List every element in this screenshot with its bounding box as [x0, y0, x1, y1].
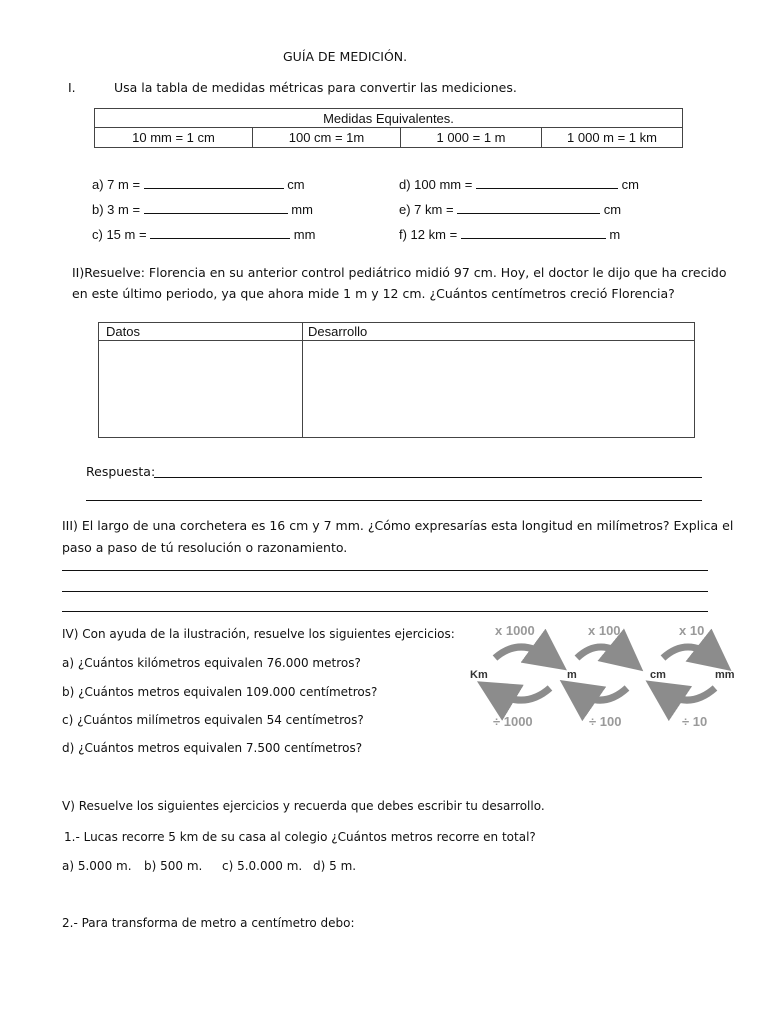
desarrollo-input-area[interactable]: [303, 341, 693, 437]
section-3-answer-line[interactable]: [62, 591, 708, 592]
answer-line[interactable]: [476, 177, 618, 189]
section-3-answer-line[interactable]: [62, 611, 708, 612]
equivalence-cell: 10 mm = 1 cm: [95, 128, 253, 148]
unit-label: mm: [715, 669, 735, 681]
answer-line[interactable]: [144, 177, 284, 189]
page-title: GUÍA DE MEDICIÓN.: [283, 49, 408, 64]
section-2-text-line-1: II)Resuelve: Florencia en su anterior control pediátrico midió 97 cm. Hoy, el doctor le dijo que ha crecido: [72, 265, 727, 280]
exercise-unit: cm: [621, 177, 639, 192]
section-5-intro: V) Resuelve los siguientes ejercicios y recuerda que debes escribir tu desarrollo.: [62, 799, 545, 813]
exercise-label: d) 100 mm =: [399, 177, 473, 192]
answer-line[interactable]: [144, 202, 288, 214]
section-2-text-line-2: en este último periodo, ya que ahora mide 1 m y 12 cm. ¿Cuántos centímetros creció Florencia?: [72, 286, 675, 301]
respuesta-line[interactable]: [154, 477, 702, 478]
exercise-b: [92, 202, 313, 217]
unit-label: Km: [470, 669, 488, 681]
unit-label: m: [567, 669, 577, 681]
exercise-label: e) 7 km =: [399, 202, 454, 217]
conversion-diagram: [465, 616, 750, 736]
arrow-right-icon: [577, 647, 627, 658]
multiplier-label: x 1000: [495, 623, 535, 638]
equivalences-table: [94, 108, 683, 148]
section-1-instruction: Usa la tabla de medidas métricas para convertir las mediciones.: [114, 80, 517, 95]
divisor-label: ÷ 1000: [493, 714, 533, 729]
arrow-left-icon: [663, 688, 715, 700]
section-5-question-2: 2.- Para transforma de metro a centímetro debo:: [62, 916, 355, 930]
arrow-left-icon: [577, 688, 627, 700]
unit-label: cm: [650, 669, 666, 681]
arrow-left-icon: [495, 688, 550, 700]
exercise-c: [92, 227, 315, 242]
desarrollo-header: Desarrollo: [308, 324, 368, 339]
exercise-d: [399, 177, 639, 192]
exercise-label: a) 7 m =: [92, 177, 141, 192]
section-3-text-line-2: paso a paso de tú resolución o razonamiento.: [62, 540, 348, 555]
section-4-intro: IV) Con ayuda de la ilustración, resuelve los siguientes ejercicios:: [62, 627, 455, 641]
exercise-a: [92, 177, 305, 192]
divisor-label: ÷ 100: [589, 714, 622, 729]
q1-option-d[interactable]: d) 5 m.: [313, 859, 357, 873]
arrow-right-icon: [663, 647, 715, 658]
exercise-unit: m: [609, 227, 621, 242]
answer-line[interactable]: [150, 227, 290, 239]
exercise-unit: cm: [603, 202, 622, 217]
q1-option-c[interactable]: c) 5.0.000 m.: [222, 859, 303, 873]
q1-option-a[interactable]: a) 5.000 m.: [62, 859, 132, 873]
exercise-f: [399, 227, 620, 242]
arrow-right-icon: [495, 647, 550, 658]
section-4-question-a: a) ¿Cuántos kilómetros equivalen 76.000 metros?: [62, 656, 361, 670]
exercise-label: f) 12 km =: [399, 227, 458, 242]
answer-line[interactable]: [457, 202, 600, 214]
datos-header: Datos: [106, 324, 140, 339]
section-3-text-line-1: III) El largo de una corchetera es 16 cm y 7 mm. ¿Cómo expresarías esta longitud en milímetros? Explica el: [62, 518, 734, 533]
section-4-question-c: c) ¿Cuántos milímetros equivalen 54 centímetros?: [62, 713, 364, 727]
section-3-answer-line[interactable]: [62, 570, 708, 571]
section-1-number: I.: [68, 80, 76, 95]
exercise-label: b) 3 m =: [92, 202, 141, 217]
equivalence-cell: 100 cm = 1m: [253, 128, 401, 148]
equivalences-table-header: Medidas Equivalentes.: [95, 109, 683, 128]
multiplier-label: x 100: [588, 623, 621, 638]
datos-input-area[interactable]: [99, 341, 301, 437]
equivalence-cell: 1 000 = 1 m: [401, 128, 542, 148]
exercise-label: c) 15 m =: [92, 227, 147, 242]
respuesta-label: Respuesta:: [86, 464, 156, 479]
section-4-question-d: d) ¿Cuántos metros equivalen 7.500 centímetros?: [62, 741, 363, 755]
exercise-unit: mm: [293, 227, 316, 242]
section-4-question-b: b) ¿Cuántos metros equivalen 109.000 centímetros?: [62, 685, 378, 699]
work-table: [98, 322, 695, 438]
exercise-e: [399, 202, 621, 217]
q1-option-b[interactable]: b) 500 m.: [144, 859, 203, 873]
section-5-question-1: 1.- Lucas recorre 5 km de su casa al colegio ¿Cuántos metros recorre en total?: [64, 830, 536, 844]
answer-line[interactable]: [461, 227, 606, 239]
divisor-label: ÷ 10: [682, 714, 708, 729]
respuesta-line-2[interactable]: [86, 500, 702, 501]
exercise-unit: mm: [291, 202, 313, 217]
multiplier-label: x 10: [679, 623, 705, 638]
equivalence-cell: 1 000 m = 1 km: [542, 128, 683, 148]
exercise-unit: cm: [287, 177, 305, 192]
